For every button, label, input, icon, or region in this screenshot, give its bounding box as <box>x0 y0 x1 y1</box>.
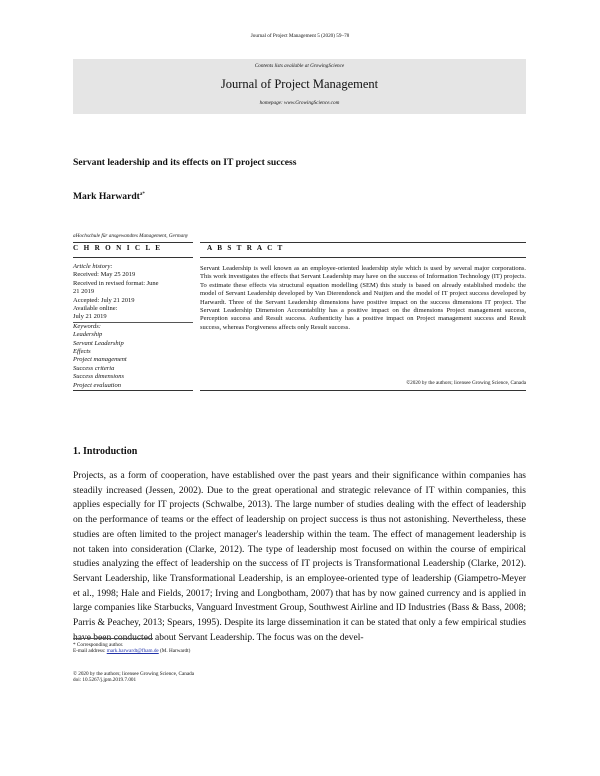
abstract-heading: A B S T R A C T <box>207 244 285 252</box>
abstract-top-rule <box>200 242 526 243</box>
abstract-text: Servant Leadership is well known as an employee-oriented leadership style which is used by several major corporations. This work investigates the effects that Servant Leadership may have on the success of Information Technology (IT) projects. To estimate these effects via structural equation modelling (SEM) this study is based on already established models: the model of Servant Leadership developed by Van Dierendonck and Nuijten and the model of IT project success developed by Harwardt. Three of the Servant Leadership dimensions have positive impact on the success dimensions IT project. The Servant Leadership Dimension Accountability has a positive impact on the dimensions Project management success, Perception success and Result success. Authenticity has a positive impact on Project management success and Result success, whereas Forgiveness affects only Result success. <box>200 265 526 331</box>
author-text: Mark Harwardt <box>73 191 140 202</box>
author-email-link[interactable]: mark.harwardt@fham.de <box>106 648 159 654</box>
footnote-rule <box>73 638 153 639</box>
footer-copyright: © 2020 by the authors; licensee Growing Science, Canada <box>73 671 195 677</box>
history-line: 21 2019 <box>73 288 95 296</box>
chronicle-top-rule <box>73 242 193 243</box>
email-line: E-mail address: mark.harwardt@fham.de (M. Harwardt) <box>73 648 191 654</box>
author-mark: a* <box>139 191 145 197</box>
history-label: Article history: <box>73 263 113 270</box>
section-heading-introduction: 1. Introduction <box>73 446 138 457</box>
keyword: Servant Leadership <box>73 339 124 347</box>
footnote <box>73 642 190 654</box>
footer-doi[interactable]: doi: 10.5267/j.jpm.2019.7.001 <box>73 677 137 683</box>
running-head: Journal of Project Management 5 (2020) 59–78 <box>250 33 350 39</box>
keyword: Leadership <box>73 331 103 339</box>
keyword: Project evaluation <box>73 381 121 389</box>
history-line: Accepted: July 21 2019 <box>73 296 135 304</box>
keywords-label: Keywords: <box>73 322 101 330</box>
history-line: Received in revised format: June <box>73 279 159 287</box>
contents-line: Contents lists available at GrowingScience <box>254 63 345 69</box>
keyword: Success dimensions <box>73 373 125 381</box>
article-chronicle <box>73 263 193 390</box>
page-footer <box>73 671 194 683</box>
abstract-head-rule <box>200 257 526 258</box>
journal-title: Journal of Project Management <box>220 77 379 91</box>
abstract-bottom-rule <box>200 390 526 391</box>
journal-homepage[interactable]: homepage: www.GrowingScience.com <box>259 100 340 106</box>
history-line: Received: May 25 2019 <box>73 271 136 279</box>
author-affiliation: aHochschule für ansgewandtes Management, Germany <box>73 233 189 239</box>
chronicle-head-rule <box>73 257 193 258</box>
chronicle-heading: C H R O N I C L E <box>73 244 162 252</box>
author-name <box>73 191 145 202</box>
corresponding-author-note: * Corresponding author. <box>73 642 124 648</box>
history-line: Available online: <box>73 305 118 313</box>
journal-masthead <box>73 59 526 114</box>
abstract-copyright: ©2020 by the authors; licensee Growing Science, Canada <box>406 380 526 386</box>
keyword: Project management <box>73 356 127 364</box>
history-line: July 21 2019 <box>73 313 193 322</box>
keyword: Success criteria <box>73 364 115 372</box>
introduction-body: Projects, as a form of cooperation, have established over the past years and their significance within companies has steadily increased (Jessen, 2002). Due to the great operational and strategic relevance of IT within companies, this applies especially for IT projects (Schwalbe, 2013). The large number of studies dealing with the effect of leadership on the performance of teams or the effect of leadership on project success is thus not astonishing. Nevertheless, these studies are often limited to the project manager's leadership within the team. The effect of management leadership is not taken into consideration (Clarke, 2012). The type of leadership most focused on within the course of empirical studies analyzing the effect of leadership on the success of IT projects is Transformational Leadership (Clarke, 2012). Servant Leadership, like Transformational Leadership, is an employee-oriented type of leadership (Giampetro-Meyer et al., 1998; Hale and Fields, 20017; Irving and Longbotham, 2007) that has by now gained currency and is applied in large companies like Starbucks, Vanguard Investment Group, Southwest Airline and ID Industries (Bass & Bass, 2008; Parris & Peachey, 2013; Spears, 1995). Despite its large dissemination it can be stated that only a few empirical studies have been conducted about Servant Leadership. The focus was on the devel- <box>73 471 526 643</box>
chronicle-bottom-rule <box>73 390 193 391</box>
keyword: Effects <box>73 348 91 356</box>
article-title: Servant leadership and its effects on IT project success <box>73 157 297 168</box>
